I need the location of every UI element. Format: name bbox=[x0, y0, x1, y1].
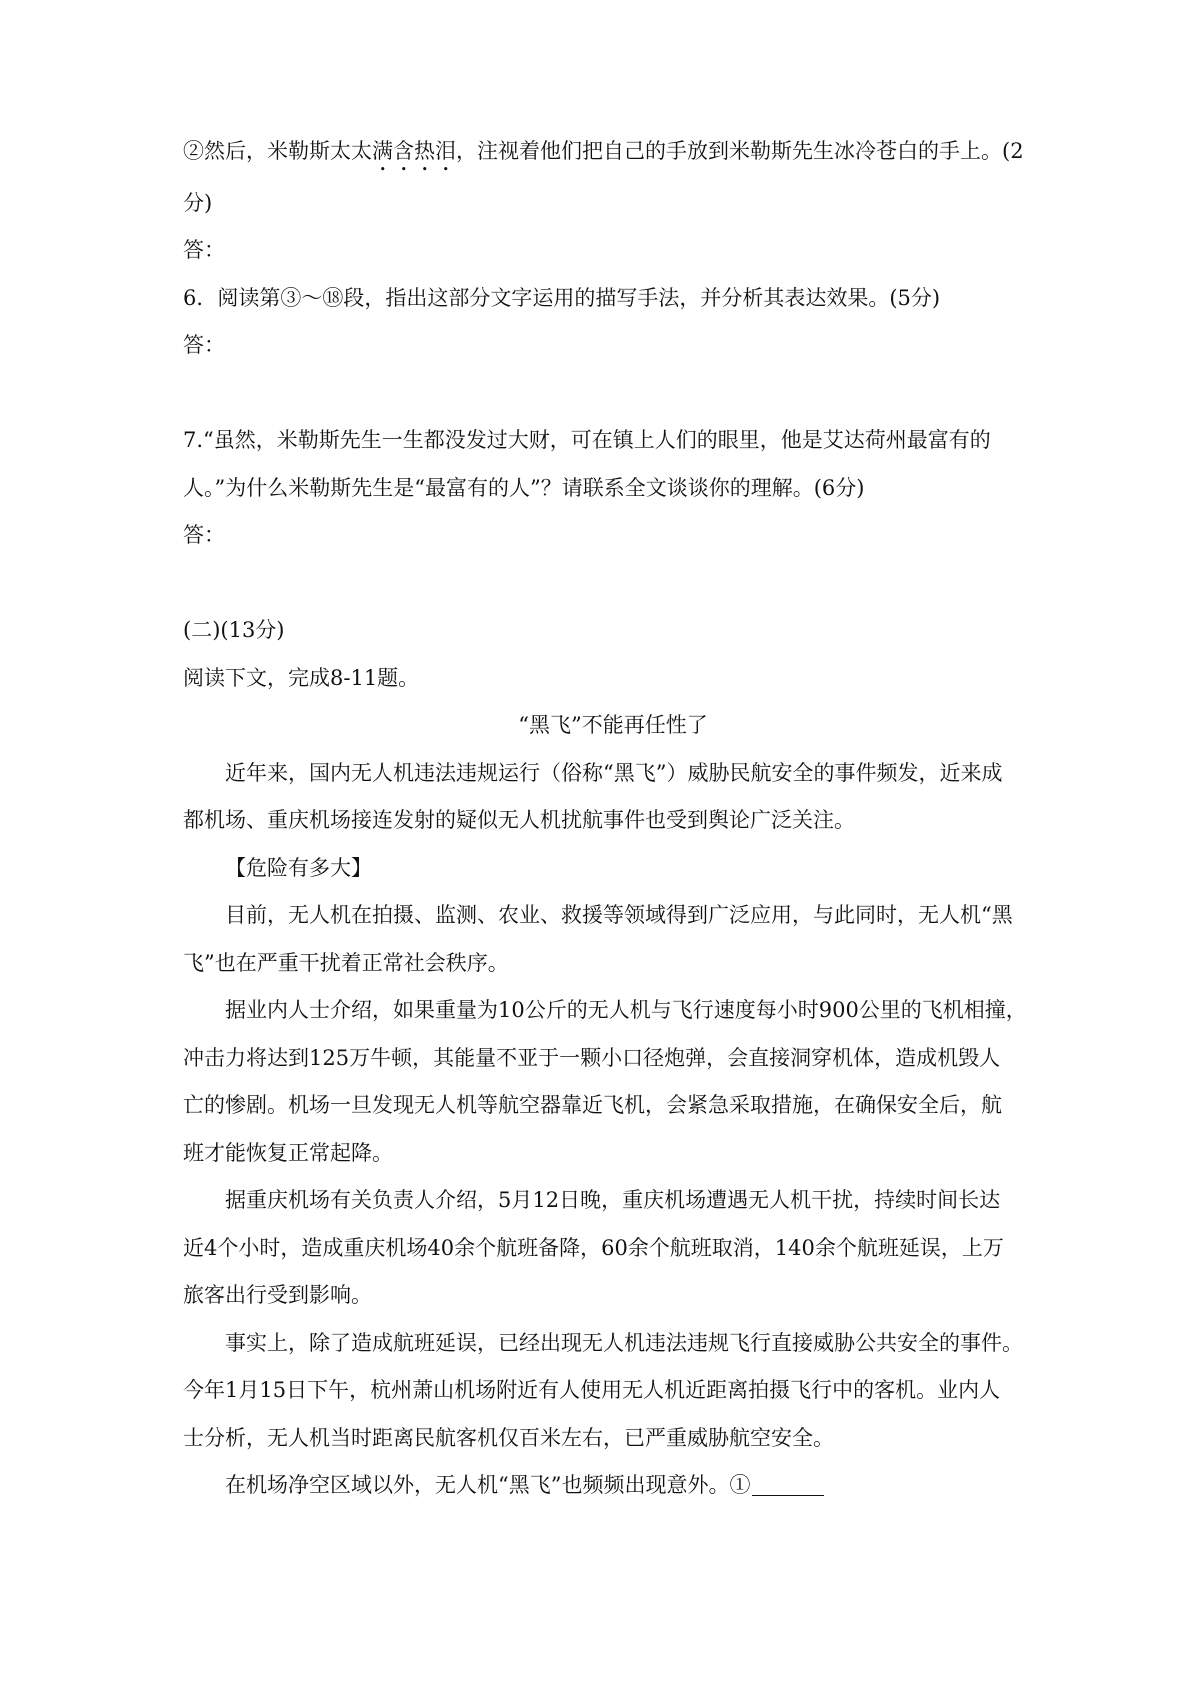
article-p6-text: 在机场净空区域以外，无人机“黑飞”也频频出现意外。① bbox=[225, 1473, 751, 1497]
article-p5-line2: 今年1月15日下午，杭州萧山机场附近有人使用无人机近距离拍摄飞行中的客机。业内人 bbox=[183, 1378, 1001, 1402]
q5-item-2-suffix: ，注视着他们把自己的手放到米勒斯先生冰冷苍白的手上。(2 bbox=[456, 139, 1024, 163]
article-p6-line1 bbox=[225, 1470, 1085, 1500]
article-p1-line2: 都机场、重庆机场接连发射的疑似无人机扰航事件也受到舆论广泛关注。 bbox=[183, 808, 855, 832]
q5-item-2-line2: 分) bbox=[183, 191, 213, 215]
q5-item-2-prefix: ②然后，米勒斯太太 bbox=[183, 139, 372, 163]
question-7-line1: 7.“虽然，米勒斯先生一生都没发过大财，可在镇上人们的眼里，他是艾达荷州最富有的 bbox=[183, 428, 991, 452]
article-subhead: 【危险有多大】 bbox=[225, 856, 372, 880]
article-p2-line2: 飞”也在严重干扰着正常社会秩序。 bbox=[183, 951, 509, 975]
article-p4-line1: 据重庆机场有关负责人介绍，5月12日晚，重庆机场遭遇无人机干扰，持续时间长达 bbox=[225, 1188, 1001, 1212]
article-p3-line3: 亡的惨剧。机场一旦发现无人机等航空器靠近飞机，会紧急采取措施，在确保安全后，航 bbox=[183, 1093, 1002, 1117]
fill-in-blank-1 bbox=[752, 1473, 824, 1496]
article-p3-line4: 班才能恢复正常起降。 bbox=[183, 1141, 393, 1165]
article-p4-line2: 近4个小时，造成重庆机场40余个航班备降，60余个航班取消，140余个航班延误，上万 bbox=[183, 1236, 1004, 1260]
article-p1-line1: 近年来，国内无人机违法违规运行（俗称“黑飞”）威胁民航安全的事件频发，近来成 bbox=[225, 761, 1003, 785]
article-p2-line1: 目前，无人机在拍摄、监测、农业、救援等领域得到广泛应用，与此同时，无人机“黑 bbox=[225, 903, 1013, 927]
article-p5-line1: 事实上，除了造成航班延误，已经出现无人机违法违规飞行直接威胁公共安全的事件。 bbox=[225, 1331, 1023, 1355]
q5-item-2-line1 bbox=[183, 136, 1043, 176]
q5-item-2-emphasis: 满含热泪 bbox=[372, 139, 456, 163]
article-title: “黑飞”不能再任性了 bbox=[518, 713, 708, 737]
q6-answer-label: 答： bbox=[183, 333, 225, 357]
section-2-instruction: 阅读下文，完成8-11题。 bbox=[183, 666, 420, 690]
article-p5-line3: 士分析，无人机当时距离民航客机仅百米左右，已严重威胁航空安全。 bbox=[183, 1426, 834, 1450]
q7-answer-label: 答： bbox=[183, 523, 225, 547]
question-6: 6．阅读第③～⑱段，指出这部分文字运用的描写手法，并分析其表达效果。(5分) bbox=[183, 286, 941, 310]
section-2-heading: (二)(13分) bbox=[183, 618, 285, 642]
q5-answer-label: 答： bbox=[183, 238, 225, 262]
article-p3-line1: 据业内人士介绍，如果重量为10公斤的无人机与飞行速度每小时900公里的飞机相撞， bbox=[225, 998, 1027, 1022]
article-p3-line2: 冲击力将达到125万牛顿，其能量不亚于一颗小口径炮弹，会直接洞穿机体，造成机毁人 bbox=[183, 1046, 1001, 1070]
question-7-line2: 人。”为什么米勒斯先生是“最富有的人”？请联系全文谈谈你的理解。(6分) bbox=[183, 476, 865, 500]
article-p4-line3: 旅客出行受到影响。 bbox=[183, 1283, 372, 1307]
